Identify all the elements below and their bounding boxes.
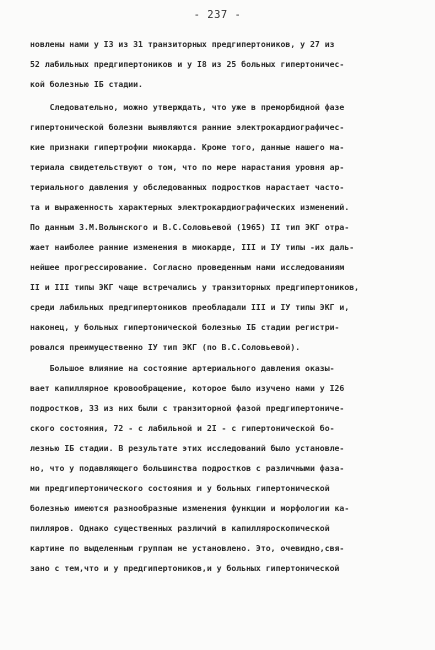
text-line: нейшее прогрессирование. Согласно проведенным нами исследованиям <box>30 262 345 272</box>
text-line: вает капиллярное кровообращение, которое было изучено нами у I26 <box>30 383 345 393</box>
text-line: Следовательно, можно утверждать, что уже в преморбидной фазе <box>30 102 345 112</box>
page-number: - 237 - <box>193 9 242 21</box>
text-line: териального давления у обследованных подростков нарастает часто- <box>30 182 345 192</box>
text-line: та и выраженность характерных электрокардиографических изменений. <box>30 202 350 212</box>
text-line: новлены нами у I3 из 31 транзиторных предгипертоников, у 27 из <box>30 39 335 49</box>
text-line: жает наиболее ранние изменения в миокарде, III и IУ типы -их даль- <box>30 242 355 252</box>
text-line: гипертонической болезни выявляются ранние электрокардиографичес- <box>30 122 345 132</box>
text-line: Большое влияние на состояние артериального давления оказы- <box>30 363 335 373</box>
text-line: ровался преимущественно IУ тип ЭКГ (по В.С.Соловьевой). <box>30 342 301 352</box>
text-line: среди лабильных предгипертоников преобладали III и IУ типы ЭКГ и, <box>30 302 350 312</box>
text-line: 52 лабильных предгипертоников и у I8 из 25 больных гипертоничес- <box>30 59 345 69</box>
text-line: По данным З.М.Волынского и В.С.Соловьевой (1965) II тип ЭКГ отра- <box>30 222 350 232</box>
text-line: кие признаки гипертрофии миокарда. Кроме того, данные нашего ма- <box>30 142 345 152</box>
text-line: териала свидетельствуют о том, что по мере нарастания уровня ар- <box>30 162 345 172</box>
text-line: пилляров. Однако существенных различий в капилляроскопической <box>30 523 330 533</box>
text-line: зано с тем,что и у предгипертоников,и у больных гипертонической <box>30 563 340 573</box>
text-line: кой болезнью IБ стадии. <box>30 79 143 89</box>
text-line: лезнью IБ стадии. В результате этих исследований было установле- <box>30 443 345 453</box>
text-line: болезнью имеются разнообразные изменения функции и морфологии ка- <box>30 503 350 513</box>
text-line: ми предгипертонического состояния и у больных гипертонической <box>30 483 330 493</box>
text-line: но, что у подавляющего большинства подростков с различными фаза- <box>30 463 345 473</box>
text-line: картине по выделенным группам не установлено. Это, очевидно,свя- <box>30 543 345 553</box>
text-line: наконец, у больных гипертонической болезнью IБ стадии регистри- <box>30 322 340 332</box>
text-line: ского состояния, 72 - с лабильной и 2I - с гипертонической бо- <box>30 423 335 433</box>
text-line: II и III типы ЭКГ чаще встречались у транзиторных предгипертоников, <box>30 282 360 292</box>
text-line: подростков, 33 из них были с транзиторной фазой предгипертониче- <box>30 403 345 413</box>
